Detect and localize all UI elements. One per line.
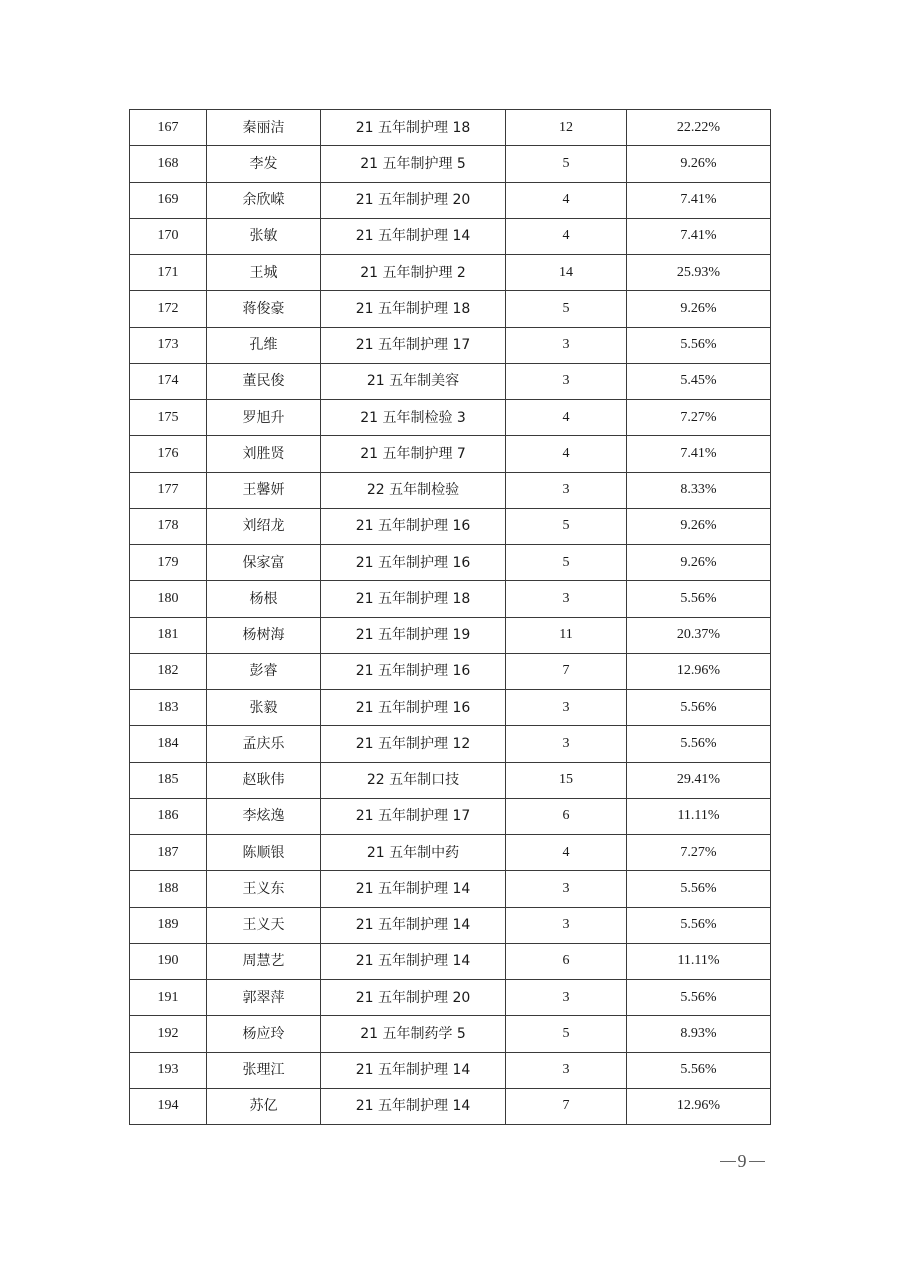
class-name: 21 五年制检验 3 xyxy=(321,400,506,436)
class-name: 21 五年制护理 20 xyxy=(321,980,506,1016)
student-name: 张理江 xyxy=(207,1052,321,1088)
rate-value: 9.26% xyxy=(627,508,771,544)
row-number: 180 xyxy=(130,581,207,617)
count-value: 3 xyxy=(506,980,627,1016)
count-value: 15 xyxy=(506,762,627,798)
count-value: 3 xyxy=(506,327,627,363)
rate-value: 5.56% xyxy=(627,907,771,943)
student-name: 杨根 xyxy=(207,581,321,617)
rate-value: 5.56% xyxy=(627,581,771,617)
row-number: 192 xyxy=(130,1016,207,1052)
table-row xyxy=(130,690,771,726)
count-value: 5 xyxy=(506,545,627,581)
rate-value: 12.96% xyxy=(627,1088,771,1124)
table-row xyxy=(130,110,771,146)
student-name: 王义天 xyxy=(207,907,321,943)
table-row xyxy=(130,726,771,762)
rate-value: 11.11% xyxy=(627,943,771,979)
rate-value: 9.26% xyxy=(627,291,771,327)
table-row xyxy=(130,835,771,871)
row-number: 172 xyxy=(130,291,207,327)
page-number-dash-right xyxy=(749,1161,765,1162)
count-value: 6 xyxy=(506,798,627,834)
row-number: 181 xyxy=(130,617,207,653)
row-number: 194 xyxy=(130,1088,207,1124)
row-number: 171 xyxy=(130,255,207,291)
rate-value: 12.96% xyxy=(627,653,771,689)
student-name: 蒋俊豪 xyxy=(207,291,321,327)
rate-value: 25.93% xyxy=(627,255,771,291)
count-value: 3 xyxy=(506,726,627,762)
student-name: 李发 xyxy=(207,146,321,182)
row-number: 178 xyxy=(130,508,207,544)
table-row xyxy=(130,327,771,363)
count-value: 4 xyxy=(506,835,627,871)
table-row xyxy=(130,255,771,291)
table-row xyxy=(130,182,771,218)
table-row xyxy=(130,1052,771,1088)
student-name: 刘胜贤 xyxy=(207,436,321,472)
class-name: 21 五年制护理 19 xyxy=(321,617,506,653)
count-value: 4 xyxy=(506,182,627,218)
student-name: 刘绍龙 xyxy=(207,508,321,544)
table-row xyxy=(130,871,771,907)
student-name: 杨应玲 xyxy=(207,1016,321,1052)
student-name: 张毅 xyxy=(207,690,321,726)
student-table xyxy=(129,109,771,1125)
row-number: 185 xyxy=(130,762,207,798)
rate-value: 5.56% xyxy=(627,327,771,363)
count-value: 3 xyxy=(506,363,627,399)
student-name: 陈顺银 xyxy=(207,835,321,871)
student-name: 杨树海 xyxy=(207,617,321,653)
student-name: 秦丽洁 xyxy=(207,110,321,146)
count-value: 4 xyxy=(506,218,627,254)
rate-value: 7.27% xyxy=(627,835,771,871)
row-number: 175 xyxy=(130,400,207,436)
row-number: 169 xyxy=(130,182,207,218)
class-name: 21 五年制护理 14 xyxy=(321,943,506,979)
count-value: 3 xyxy=(506,581,627,617)
count-value: 4 xyxy=(506,400,627,436)
row-number: 176 xyxy=(130,436,207,472)
student-name: 郭翠萍 xyxy=(207,980,321,1016)
count-value: 7 xyxy=(506,653,627,689)
rate-value: 7.41% xyxy=(627,436,771,472)
class-name: 21 五年制中药 xyxy=(321,835,506,871)
row-number: 189 xyxy=(130,907,207,943)
row-number: 179 xyxy=(130,545,207,581)
rate-value: 20.37% xyxy=(627,617,771,653)
count-value: 14 xyxy=(506,255,627,291)
rate-value: 7.41% xyxy=(627,218,771,254)
rate-value: 7.41% xyxy=(627,182,771,218)
row-number: 173 xyxy=(130,327,207,363)
student-name: 赵耿伟 xyxy=(207,762,321,798)
count-value: 5 xyxy=(506,146,627,182)
student-name: 王馨妍 xyxy=(207,472,321,508)
student-name: 苏亿 xyxy=(207,1088,321,1124)
class-name: 21 五年制护理 16 xyxy=(321,545,506,581)
row-number: 190 xyxy=(130,943,207,979)
table-row xyxy=(130,653,771,689)
row-number: 193 xyxy=(130,1052,207,1088)
page-number-text: 9 xyxy=(737,1150,747,1171)
count-value: 3 xyxy=(506,690,627,726)
table-row xyxy=(130,545,771,581)
row-number: 186 xyxy=(130,798,207,834)
count-value: 4 xyxy=(506,436,627,472)
table-row xyxy=(130,436,771,472)
rate-value: 5.56% xyxy=(627,980,771,1016)
rate-value: 5.56% xyxy=(627,726,771,762)
count-value: 3 xyxy=(506,1052,627,1088)
student-name: 彭睿 xyxy=(207,653,321,689)
count-value: 12 xyxy=(506,110,627,146)
class-name: 21 五年制护理 17 xyxy=(321,327,506,363)
student-name: 孔维 xyxy=(207,327,321,363)
rate-value: 9.26% xyxy=(627,146,771,182)
row-number: 182 xyxy=(130,653,207,689)
student-name: 保家富 xyxy=(207,545,321,581)
student-name: 罗旭升 xyxy=(207,400,321,436)
rate-value: 8.33% xyxy=(627,472,771,508)
row-number: 170 xyxy=(130,218,207,254)
student-name: 李炫逸 xyxy=(207,798,321,834)
table-row xyxy=(130,943,771,979)
rate-value: 7.27% xyxy=(627,400,771,436)
rate-value: 22.22% xyxy=(627,110,771,146)
class-name: 21 五年制护理 14 xyxy=(321,218,506,254)
count-value: 3 xyxy=(506,907,627,943)
row-number: 184 xyxy=(130,726,207,762)
class-name: 21 五年制护理 17 xyxy=(321,798,506,834)
student-name: 余欣嵘 xyxy=(207,182,321,218)
row-number: 191 xyxy=(130,980,207,1016)
table-row xyxy=(130,762,771,798)
class-name: 21 五年制护理 20 xyxy=(321,182,506,218)
class-name: 21 五年制护理 7 xyxy=(321,436,506,472)
rate-value: 5.45% xyxy=(627,363,771,399)
row-number: 174 xyxy=(130,363,207,399)
row-number: 167 xyxy=(130,110,207,146)
table-row xyxy=(130,146,771,182)
student-name: 王义东 xyxy=(207,871,321,907)
class-name: 21 五年制护理 14 xyxy=(321,1088,506,1124)
class-name: 21 五年制护理 2 xyxy=(321,255,506,291)
table-row xyxy=(130,798,771,834)
table-row xyxy=(130,291,771,327)
rate-value: 5.56% xyxy=(627,690,771,726)
student-name: 孟庆乐 xyxy=(207,726,321,762)
class-name: 21 五年制护理 14 xyxy=(321,907,506,943)
rate-value: 8.93% xyxy=(627,1016,771,1052)
rate-value: 5.56% xyxy=(627,871,771,907)
class-name: 22 五年制检验 xyxy=(321,472,506,508)
student-name: 董民俊 xyxy=(207,363,321,399)
student-name: 王城 xyxy=(207,255,321,291)
count-value: 5 xyxy=(506,508,627,544)
count-value: 5 xyxy=(506,291,627,327)
class-name: 21 五年制护理 12 xyxy=(321,726,506,762)
rate-value: 29.41% xyxy=(627,762,771,798)
class-name: 21 五年制美容 xyxy=(321,363,506,399)
table-row xyxy=(130,400,771,436)
table-row xyxy=(130,472,771,508)
row-number: 187 xyxy=(130,835,207,871)
rate-value: 9.26% xyxy=(627,545,771,581)
row-number: 188 xyxy=(130,871,207,907)
table-row xyxy=(130,218,771,254)
class-name: 21 五年制护理 14 xyxy=(321,871,506,907)
table-row xyxy=(130,363,771,399)
count-value: 5 xyxy=(506,1016,627,1052)
row-number: 183 xyxy=(130,690,207,726)
class-name: 22 五年制口技 xyxy=(321,762,506,798)
table-body xyxy=(130,110,771,1125)
table-row xyxy=(130,907,771,943)
class-name: 21 五年制护理 16 xyxy=(321,690,506,726)
table-row xyxy=(130,1088,771,1124)
class-name: 21 五年制护理 18 xyxy=(321,581,506,617)
class-name: 21 五年制药学 5 xyxy=(321,1016,506,1052)
table-row xyxy=(130,980,771,1016)
class-name: 21 五年制护理 16 xyxy=(321,653,506,689)
table-row xyxy=(130,1016,771,1052)
student-name: 张敏 xyxy=(207,218,321,254)
row-number: 168 xyxy=(130,146,207,182)
page-number-dash-left xyxy=(720,1161,736,1162)
table-row xyxy=(130,508,771,544)
rate-value: 11.11% xyxy=(627,798,771,834)
count-value: 6 xyxy=(506,943,627,979)
count-value: 3 xyxy=(506,472,627,508)
class-name: 21 五年制护理 18 xyxy=(321,291,506,327)
class-name: 21 五年制护理 18 xyxy=(321,110,506,146)
page-number xyxy=(714,1151,770,1171)
class-name: 21 五年制护理 5 xyxy=(321,146,506,182)
row-number: 177 xyxy=(130,472,207,508)
student-name: 周慧艺 xyxy=(207,943,321,979)
class-name: 21 五年制护理 16 xyxy=(321,508,506,544)
rate-value: 5.56% xyxy=(627,1052,771,1088)
table-row xyxy=(130,581,771,617)
class-name: 21 五年制护理 14 xyxy=(321,1052,506,1088)
count-value: 3 xyxy=(506,871,627,907)
count-value: 7 xyxy=(506,1088,627,1124)
count-value: 11 xyxy=(506,617,627,653)
table-row xyxy=(130,617,771,653)
